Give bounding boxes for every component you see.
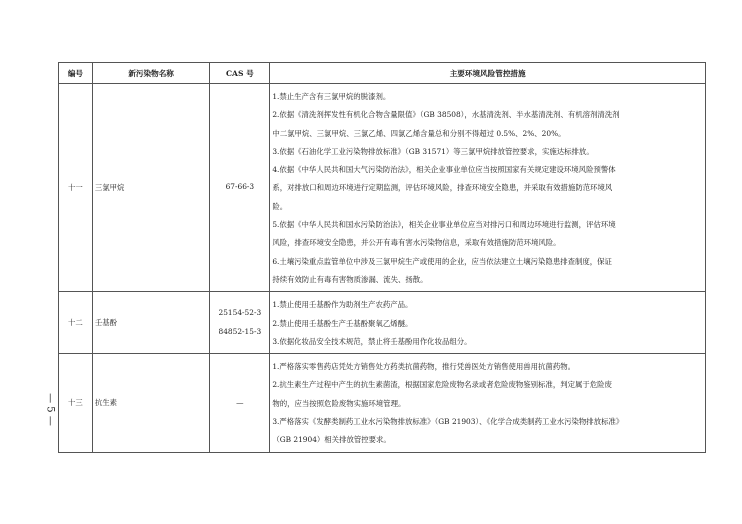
measure-line: 2.禁止使用壬基酚生产壬基酚聚氧乙烯醚。 [272,318,413,328]
cas-number: — [236,397,244,407]
header-name: 新污染物名称 [92,63,210,84]
measure-line: 1.禁止使用壬基酚作为助剂生产农药产品。 [272,300,413,310]
measure-line: 中二氯甲烷、三氯甲烷、三氯乙烯、四氯乙烯含量总和分别不得超过 0.5%、2%、20%。 [272,128,566,138]
measure-line: 物的，应当按照危险废物实施环境管理。 [272,398,406,408]
table-row [59,354,706,452]
measure-line: 6.土壤污染重点监管单位中涉及三氯甲烷生产或使用的企业，应当依法建立土壤污染隐患排查制度，保证 [272,256,612,266]
pollutant-name: 壬基酚 [92,292,210,354]
measure-line: 3.严格落实《发酵类制药工业水污染物排放标准》（GB 21903）、《化学合成类制药工业水污染物排放标准》 [272,417,624,427]
measure-line: 5.依据《中华人民共和国水污染防治法》，相关企业事业单位应当对排污口和周边环境进行监测，评估环境 [272,220,616,230]
measure-line: 4.依据《中华人民共和国大气污染防治法》，相关企业事业单位应当按照国家有关规定建设环境风险预警体 [272,165,616,175]
cas-number: 67-66-3 [225,182,255,192]
measure-line: 持续有效防止有毒有害物质渗漏、流失、扬散。 [272,274,428,284]
measures-cell [270,292,706,354]
table-row [59,84,706,292]
header-measures: 主要环境风险管控措施 [270,63,706,84]
page-number: — 5 — [44,393,56,426]
measure-line: 1.禁止生产含有三氯甲烷的脱漆剂。 [272,92,391,101]
cas-cell [210,292,270,354]
row-no: 十三 [59,354,93,452]
measure-line: 风险，排查环境安全隐患，并公开有毒有害水污染物信息，采取有效措施防范环境风险。 [272,238,561,248]
measure-line: 2.抗生素生产过程中产生的抗生素菌渣，根据国家危险废物名录或者危险废物鉴别标准，判定属于危险废 [272,380,612,390]
measure-line: 3.依据化妆品安全技术规范，禁止将壬基酚用作化妆品组分。 [272,336,472,346]
cas-cell [210,354,270,452]
risk-control-table [58,62,706,453]
measure-line: （GB 21904）相关排放管控要求。 [272,435,391,445]
measure-line: 3.依据《石油化学工业污染物排放标准》（GB 31571）等三氯甲烷排放管控要求，实施达标排放。 [272,146,594,156]
header-row [59,63,706,84]
header-no: 编号 [59,63,93,84]
measures-cell [270,84,706,292]
cas-cell [210,84,270,292]
measure-line: 1.严格落实零售药店凭处方销售处方药类抗菌药物，推行凭兽医处方销售使用兽用抗菌药物。 [272,362,575,372]
cas-number: 25154-52-3 [218,308,262,318]
row-no: 十二 [59,292,93,354]
measure-line: 2.依据《清洗剂挥发性有机化合物含量限值》（GB 38508），水基清洗剂、半水基清洗剂、有机溶剂清洗剂 [272,110,620,120]
pollutant-name: 抗生素 [92,354,210,452]
pollutant-name: 三氯甲烷 [92,84,210,292]
measures-cell [270,354,706,452]
measure-line: 系，对排放口和周边环境进行定期监测，评估环境风险，排查环境安全隐患，并采取有效措施防范环境风 [272,183,613,193]
header-cas: CAS 号 [210,63,270,84]
table-row [59,292,706,354]
row-no: 十一 [59,84,93,292]
cas-number: 84852-15-3 [218,326,262,336]
measure-line: 险。 [272,201,288,211]
